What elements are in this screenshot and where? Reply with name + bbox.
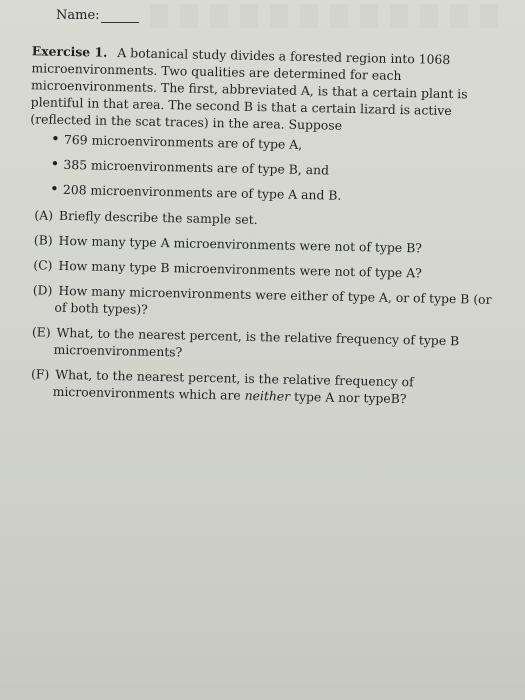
- question-label: (F): [30, 366, 50, 382]
- question-label: (A): [34, 207, 54, 223]
- exercise-intro: [30, 42, 502, 137]
- exercise-intro-text: A botanical study divides a forested region into 1068 microenvironments. Two qualities are determined for each microenvironments. The first, abbreviated A, is that a certain plant is plentiful in that area. The second B is that a certain lizard is active (reflected in the scat traces) in the area. Suppose: [30, 45, 468, 133]
- question-e: [31, 323, 504, 367]
- question-text: What, to the nearest percent, is the relative frequency of type B microenvironments?: [53, 324, 460, 360]
- conditions-list: [17, 131, 498, 207]
- list-item: • 208 microenvironments are of type A and B.: [17, 181, 497, 207]
- question-label: (B): [33, 232, 53, 248]
- name-label: Name:: [56, 8, 100, 23]
- question-label: (C): [33, 257, 53, 273]
- question-label: (E): [31, 324, 51, 340]
- question-b: [34, 231, 506, 258]
- question-emphasis: neither: [244, 387, 291, 404]
- question-text: What, to the nearest percent, is the relative frequency of microenvironments which are: [52, 366, 414, 403]
- list-item: • 385 microenvironments are of type B, and: [17, 156, 497, 182]
- question-text: How many type B microenvironments were not of type A?: [58, 257, 422, 281]
- question-text: How many type A microenvironments were not of type B?: [58, 232, 423, 256]
- question-text: How many microenvironments were either of type A, or of type B (or of both types)?: [54, 282, 492, 317]
- question-c: [33, 256, 505, 283]
- question-d: [32, 281, 505, 325]
- list-item: • 769 microenvironments are of type A,: [18, 131, 498, 157]
- exercise-content: [12, 42, 500, 417]
- question-label: (D): [32, 282, 53, 298]
- question-f: [31, 365, 504, 409]
- name-blank-line: [101, 10, 139, 23]
- name-field: [56, 8, 139, 23]
- question-a: [34, 206, 506, 233]
- question-text: Briefly describe the sample set.: [58, 207, 258, 228]
- exercise-title: Exercise 1.: [31, 43, 108, 60]
- question-text-end: type A nor typeB?: [293, 388, 407, 407]
- bleed-through-text: [150, 4, 510, 28]
